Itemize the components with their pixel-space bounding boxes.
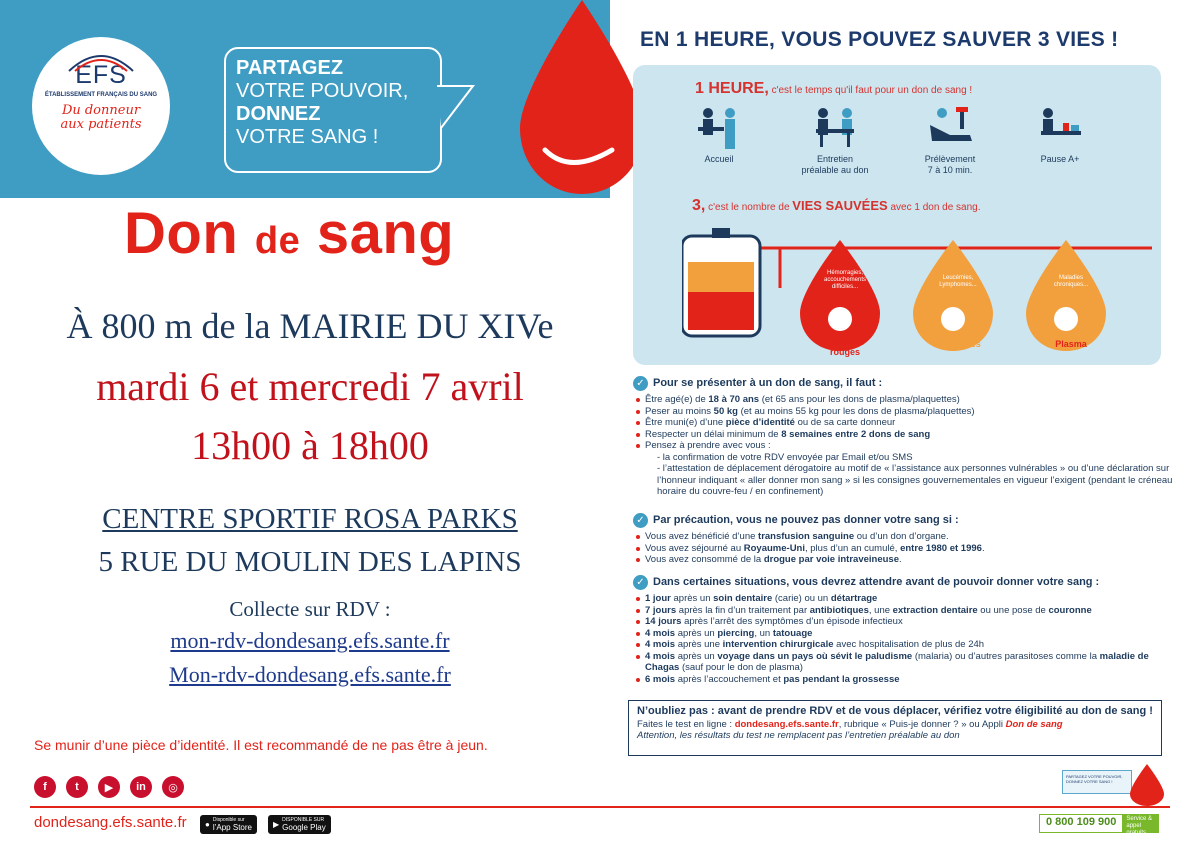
rdv-link-1[interactable]: mon-rdv-dondesang.efs.sante.fr	[170, 628, 450, 653]
check-icon: ✓	[633, 376, 648, 391]
drop-2-inner	[918, 275, 998, 289]
list-item: Vous avez bénéficié d’une transfusion sanguine ou d’un don d’organe.	[635, 531, 1173, 543]
title-word-2: de	[254, 220, 301, 262]
facebook-icon[interactable]: f	[34, 776, 56, 798]
footer-site-link[interactable]: dondesang.efs.sante.fr	[34, 814, 187, 831]
drop-1-label	[805, 337, 885, 357]
drop-3-label: Plasma	[1055, 339, 1087, 349]
app-store-label: l’App Store	[212, 822, 252, 832]
logo-tagline-2: aux patients	[60, 117, 142, 132]
app-store-small: Disponible sur	[212, 816, 245, 823]
list-subitem: - la confirmation de votre RDV envoyée par Email et/ou SMS	[657, 451, 913, 463]
one-hour-emph: 1 HEURE,	[695, 80, 769, 97]
step-pause	[1005, 105, 1115, 165]
eligibility-notice	[628, 700, 1162, 756]
list-item: Respecter un délai minimum de 8 semaines entre 2 dons de sang	[635, 429, 1173, 441]
mini-badge-line-1: PARTAGEZ VOTRE POUVOIR,	[1066, 774, 1123, 779]
drop-1-label-1: Globules	[825, 337, 865, 347]
reception-icon	[694, 105, 744, 150]
phone-tag: Service & appel gratuits	[1123, 814, 1159, 833]
slogan-line-4: VOTRE SANG !	[236, 126, 379, 148]
one-hour-text: c'est le temps qu'il faut pour un don de sang !	[768, 85, 973, 96]
play-icon: ▶	[273, 820, 280, 829]
page-title	[124, 200, 454, 267]
step-pause-label: Pause A+	[1040, 154, 1080, 164]
drop-2-inner-2: Lymphomes...	[939, 282, 977, 288]
drop-2-inner-1: Leucémies,	[942, 275, 974, 281]
notice-line-2: Faites le test en ligne : dondesang.efs.sante.fr, rubrique « Puis-je donner ? » ou Appli Don de sang	[637, 719, 1063, 730]
list-item: Peser au moins 50 kg (et au moins 55 kg pour les dons de plasma/plaquettes)	[635, 406, 1173, 418]
section-3-heading: Dans certaines situations, vous devrez attendre avant de pouvoir donner votre sang :	[653, 575, 1100, 588]
slogan-line-2: VOTRE POUVOIR,	[236, 80, 409, 102]
drop-3-inner-2: chroniques...	[1053, 282, 1089, 288]
list-item: Vous avez consommé de la drogue par voie intraveineuse.	[635, 554, 1173, 566]
google-play-button[interactable]	[268, 815, 331, 834]
rdv-label: Collecte sur RDV :	[229, 597, 391, 621]
title-word-3: sang	[316, 201, 455, 266]
step-accueil	[664, 105, 774, 165]
list-item: Être muni(e) d’une pièce d’identité ou de sa carte donneur	[635, 417, 1173, 429]
headline: EN 1 HEURE, VOUS POUVEZ SAUVER 3 VIES !	[640, 28, 1119, 51]
notice-app-name: Don de sang	[1005, 719, 1063, 730]
step-accueil-label: Accueil	[704, 154, 734, 164]
blood-drop-icon	[520, 0, 645, 196]
id-warning: Se munir d’une pièce d’identité. Il est recommandé de ne pas être à jeun.	[34, 737, 488, 753]
section-1-heading: Pour se présenter à un don de sang, il faut :	[653, 376, 883, 389]
phone-badge[interactable]	[1039, 814, 1159, 836]
check-icon: ✓	[633, 513, 648, 528]
drop-1-inner-1: Hémorragies,	[826, 270, 863, 276]
mini-badge-line-2: DONNEZ VOTRE SANG !	[1066, 779, 1113, 784]
app-store-button[interactable]	[200, 815, 257, 834]
footer-divider	[30, 806, 1170, 808]
event-location: À 800 m de la MAIRIE DU XIVe	[66, 306, 554, 346]
list-item: 7 jours après la fin d’un traitement par antibiotiques, une extraction dentaire ou une pose de couronne	[635, 605, 1173, 617]
logo-subtitle: ÉTABLISSEMENT FRANÇAIS DU SANG	[44, 92, 158, 98]
slogan-line-3: DONNEZ	[236, 103, 321, 125]
drop-1-inner-3: difficiles...	[831, 284, 859, 290]
notice-heading: N’oubliez pas : avant de prendre RDV et de vous déplacer, vérifiez votre éligibilité au don de sang !	[637, 705, 1153, 717]
social-links	[34, 776, 184, 798]
logo-tagline	[60, 104, 141, 132]
speech-tail-icon	[437, 82, 477, 132]
list-item: 14 jours après l’arrêt des symptômes d’un épisode infectieux	[635, 616, 1173, 628]
logo-tagline-1: Du donneur	[61, 103, 141, 118]
drop-1-inner	[805, 270, 885, 291]
section-2-heading: Par précaution, vous ne pouvez pas donner votre sang si :	[653, 513, 959, 526]
linkedin-icon[interactable]: in	[130, 776, 152, 798]
slogan-bubble	[224, 47, 442, 173]
conditions-section-2	[633, 513, 1173, 566]
event-address: 5 RUE DU MOULIN DES LAPINS	[98, 546, 522, 578]
list-item: 4 mois après un piercing, un tatouage	[635, 628, 1173, 640]
three-lives-pre: c'est le nombre de	[705, 202, 793, 213]
drop-2-label: Plaquettes	[935, 339, 981, 349]
drop-1-label-2: rouges	[829, 347, 860, 357]
twitter-icon[interactable]: t	[66, 776, 88, 798]
phone-number: 0 800 109 900	[1039, 814, 1123, 833]
snack-icon	[1033, 105, 1088, 150]
three-lives-number: 3,	[692, 197, 706, 214]
list-item: 6 mois après l’accouchement et pas pendant la grossesse	[635, 674, 1173, 686]
mini-slogan-badge	[1062, 770, 1132, 794]
list-item: 4 mois après un voyage dans un pays où sévit le paludisme (malaria) ou d’autres parasitoses comme la maladie de Chagas (sauf pour le don de plasma)	[635, 651, 1173, 674]
three-lives-emph: VIES SAUVÉES	[792, 198, 888, 213]
mini-blood-drop-icon	[1130, 764, 1164, 806]
three-lives-post: avec 1 don de sang.	[887, 202, 981, 213]
step-prelevement-label-1: Prélèvement	[924, 154, 976, 164]
rdv-link-2[interactable]: Mon-rdv-dondesang.efs.sante.fr	[169, 662, 451, 687]
logo-name: EFS	[75, 61, 127, 89]
list-subitem: - l’attestation de déplacement dérogatoire au motif de « l’assistance aux personnes vulnérables » ou d’une déclaration sur l’honneur indiquant « aller donner mon sang » si les consignes gouvernementales en vigueur l’exigent (pendant le créneau horaire du couvre-feu / en confinement)	[657, 463, 1173, 497]
title-word-1: Don	[124, 201, 239, 266]
list-item: Vous avez séjourné au Royaume-Uni, plus d’un an cumulé, entre 1980 et 1996.	[635, 543, 1173, 555]
google-play-label: Google Play	[282, 822, 326, 832]
youtube-icon[interactable]: ▶	[98, 776, 120, 798]
list-item: Pensez à prendre avec vous :	[635, 440, 1173, 452]
event-venue: CENTRE SPORTIF ROSA PARKS	[102, 503, 518, 535]
logo-arc-icon	[65, 47, 137, 73]
slogan-line-1: PARTAGEZ	[236, 57, 344, 79]
one-hour-line	[695, 80, 972, 98]
conditions-section-3	[633, 575, 1173, 685]
donation-chair-icon	[920, 105, 980, 150]
google-play-small: DISPONIBLE SUR	[282, 816, 325, 823]
conditions-section-1	[633, 376, 1173, 498]
interview-icon	[810, 105, 860, 150]
drop-3-inner	[1031, 275, 1111, 289]
event-dates: mardi 6 et mercredi 7 avril	[96, 364, 524, 409]
instagram-icon[interactable]: ◎	[162, 776, 184, 798]
apple-icon: ●	[205, 820, 210, 829]
step-prelevement	[895, 105, 1005, 176]
step-prelevement-label-2: 7 à 10 min.	[927, 165, 973, 175]
list-item: 4 mois après une intervention chirurgicale avec hospitalisation de plus de 24h	[635, 639, 1173, 651]
step-entretien	[780, 105, 890, 176]
drop-3-inner-1: Maladies	[1058, 275, 1083, 281]
step-entretien-label-1: Entretien	[816, 154, 854, 164]
efs-logo[interactable]	[32, 37, 170, 175]
step-entretien-label-2: préalable au don	[801, 165, 869, 175]
three-lives-line	[692, 197, 981, 215]
drop-1-inner-2: accouchements	[823, 277, 867, 283]
check-icon: ✓	[633, 575, 648, 590]
list-item: Être agé(e) de 18 à 70 ans (et 65 ans pour les dons de plasma/plaquettes)	[635, 394, 1173, 406]
list-item: 1 jour après un soin dentaire (carie) ou un détartrage	[635, 593, 1173, 605]
event-hours: 13h00 à 18h00	[191, 423, 429, 468]
notice-site-link[interactable]: dondesang.efs.sante.fr	[734, 719, 839, 730]
notice-line-3: Attention, les résultats du test ne remplacent pas l’entretien préalable au don	[637, 730, 960, 741]
